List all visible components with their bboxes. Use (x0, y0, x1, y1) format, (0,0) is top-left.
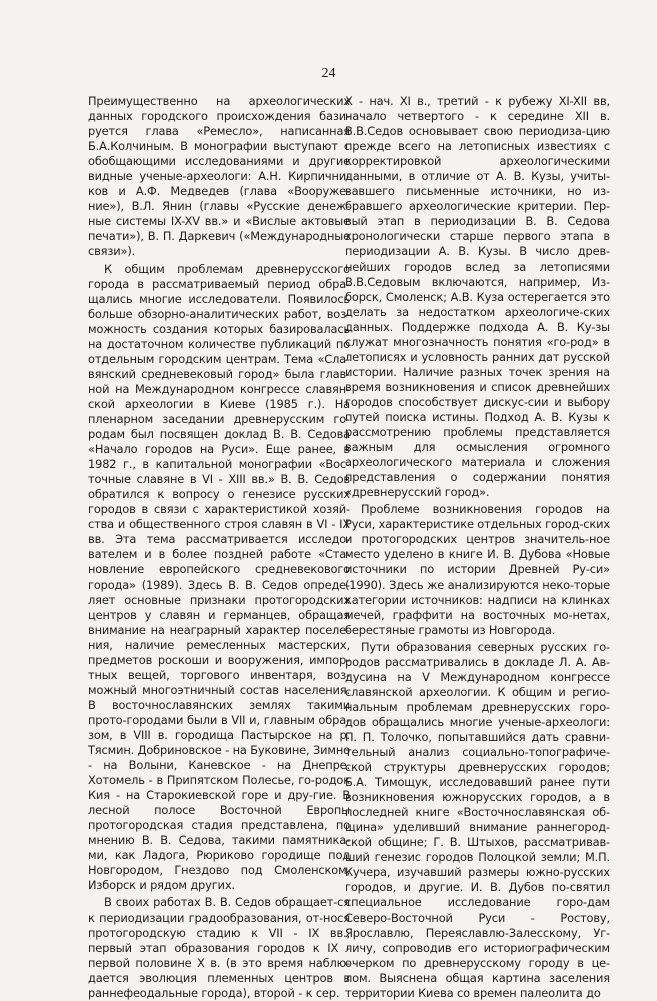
paragraph: Преимущественно на археологических данных городского происхождения бази-руется глава «Ремесло», написанная Б.А.Колчиным. В монографии выступают с обобщающими исследованиями и другие видные ученые-археологи: А.Н. Кирпични-ков и А.Ф. Медведев (глава «Вооруже-ние»), В.Л. Янин (главы «Русские денеж-ные системы IX-XV вв.» и «Вислые актовые печати»), В. П. Даркевич («Международные связи»). (88, 94, 350, 259)
paragraph: К общим проблемам древнерусского города в рассматриваемый период обра-щались многие исследователи. Появилось больше обзорно-аналитических работ, воз-можность создания которых базировалась на достаточном количестве публикаций по отдельным городским центрам. Тема «Сла-вянский средневековый город» была глав-ной на Международном конгрессе славян-ской археологии в Киеве (1985 г.). На пленарном заседании древнерусским го-родам был посвящен доклад В. В. Седова «Начало городов на Руси». Еще ранее, в 1982 г., в капитальной монографии «Вос-точные славяне в VI - XIII вв.» В. В. Седов обратился к вопросу о генезисе русских городов в связи с характеристикой хозяй-ства и общественного строя славян в VI - IX вв. Эта тема рассматривается исследо-вателем и в более поздней работе «Ста-новление европейского средневекового города» (1989). Здесь В. В. Седов опреде-ляет основные признаки протогородских центров у славян и германцев, обращая внимание на неаграрный характер поселе-ния, наличие ремесленных мастерских, предметов роскоши и вооружения, импор-тных вещей, торгового инвентаря, воз-можный многоэтничный состав населения. В восточнославянских землях такими прото-городами были в VII и, главным обра-зом, в VIII в. городища Пастырское на р. Тясмин. Добриновское - на Буковине, Зимно - на Волыни, Каневское - на Днепре. Хотомель - в Припятском Полесье, го-родок Кия - на Старокиевской горе и дру-гие. В лесной полосе Восточной Европы протогородская стадия представлена, по мнению В. В. Седова, такими памятника-ми, как Ладога, Рюриково городище под Новгородом, Гнездово под Смоленском, Изборск и рядом других. (88, 261, 350, 893)
left-column (88, 94, 350, 1001)
paragraph: Пути образования северных русских го-родов рассматривались в докладе Л. А. Ав-дусина на V Международном конгрессе славянской археологии. К общим и регио-нальным проблемам древнерусских горо-дов обращались многие ученые-археологи: П. П. Толочко, попытавшийся дать сравни-тельный анализ социально-топографиче-ской структуры древнерусских городов; Б.А. Тимощук, исследовавший ранее пути возникновения южнорусских городов, а в последней книге «Восточнославянская об-щина» уделивший внимание раннегород-ской общине; Г. В. Штыхов, рассматривав-ший генезис городов Полоцкой земли; М.П. Кучера, изучавший размеры южно-русских городов, и другие. И. В. Дубов по-святил специальное исследование горо-дам Северо-Восточной Руси - Ростову, Ярославлю, Переяславлю-Залесскому, Уг-личу, сопроводив его историографическим очерком по древнерусскому городу в це-лом. Выяснена общая картина заселения территории Киева со времен палеолита до (345, 639, 610, 1000)
paragraph: X - нач. XI в., третий - к рубежу XI-XII вв, начало четвертого - к середине XII в. В.В.Седов основывает свою периодиза-цию прежде всего на летописных известиях с корректировкой археологическими данными, в отличие от А. В. Кузы, учиты-вавшего письменные источники, но из-бравшего археологические критерии. Пер-вый этап в периодизации В. В. Седова хронологически старше первого этапа в периодизации А. В. Кузы. В число древ-нейших городов вслед за летописями В.В.Седовым включаются, например, Из-борск, Смоленск; А.В. Куза остерегается это делать за недостатком археологиче-ских данных. Поддержке подхода А. В. Ку-зы служат многозначность понятия «го-род» в летописях и условность ранних дат русской истории. Наличие разных точек зрения на время возникновения и список древнейших городов способствует дискус-сии и выбору путей поиска истины. Подход А. В. Кузы к рассмотрению проблемы представляется важным для осмысления огромного археологического материала и сложения представления о содержании понятия «древнерусский город». (345, 94, 610, 500)
paragraph: В своих работах В. В. Седов обращает-ся к периодизации градообразования, от-нося протогородскую стадию к VII - IX вв., первый этап образования городов к IX - первой половине X в. (в это время наблю-дается эволюция племенных центров в раннефеодальные города), второй - к сер. (88, 895, 350, 1000)
page-number: 24 (321, 66, 336, 81)
right-column (345, 94, 610, 1001)
paragraph: Проблеме возникновения городов на Руси, характеристике отдельных город-ских и протогородских центров значитель-ное место уделено в книге И. В. Дубова «Новые источники по истории Древней Ру-си» (1990). Здесь же анализируются неко-торые категории источников: надписи на клинках мечей, граффити на восточных мо-нетах, берестяные грамоты из Новгорода. (345, 502, 610, 637)
